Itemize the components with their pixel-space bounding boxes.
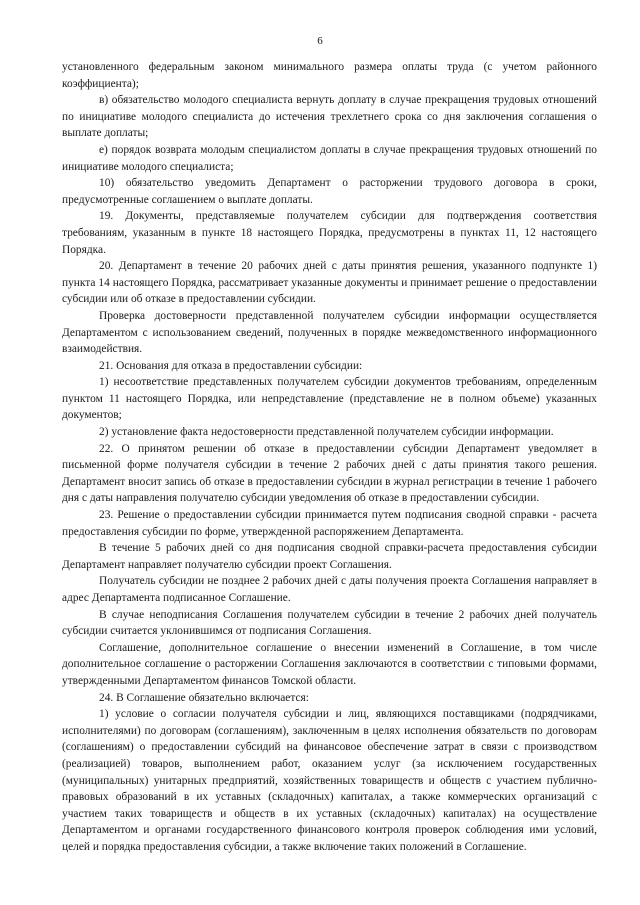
paragraph: 2) установление факта недостоверности представленной получателем субсидии информации.	[99, 426, 554, 439]
paragraph: 20. Департамент в течение 20 рабочих дней с даты принятия решения, указанного подпункте 1) пункта 14 настоящего Порядка, рассматривает указанные документы и принимает решение о предоставлении субсидии или об отказе в предоставлении субсидии.	[62, 260, 597, 306]
paragraph: Проверка достоверности представленной получателем субсидии информации осуществляется Департаментом с использованием сведений, полученных в порядке межведомственного информационного взаимодействия.	[62, 309, 597, 356]
paragraph: 1) условие о согласии получателя субсидии и лиц, являющихся поставщиками (подрядчиками, исполнителями) по договорам (соглашениям), заключенным в целях исполнения обязательств по договорам (соглашениям) о предоставлении субсидий на финансовое обеспечение затрат в связи с производством (реализацией) товаров, выполнением работ, оказанием услуг (за исключением государственных (муниципальных) унитарных предприятий, хозяйственных товариществ и обществ с участием публично-правовых образований в их уставных (складочных) капиталах, а также коммерческих организаций с участием таких товариществ и обществ в их уставных (складочных) капиталах) на осуществление Департаментом и органами государственного финансового контроля проверок соблюдения ими условий, целей и порядка предоставления субсидии, а также включение таких положений в Соглашение.	[62, 708, 597, 853]
paragraph: 24. В Соглашение обязательно включается:	[99, 691, 309, 704]
paragraph: 23. Решение о предоставлении субсидии принимается путем подписания сводной справки - расчета предоставления субсидии по форме, утвержденной распоряжением Департамента.	[62, 509, 597, 538]
paragraph: 22. О принятом решении об отказе в предоставлении субсидии Департамент уведомляет в письменной форме получателя субсидии в течение 2 рабочих дней с даты принятия такого решения. Департамент вносит запись об отказе в предоставлении субсидии в журнал регистрации в течение 1 рабочего дня с даты направления получателю субсидии уведомления об отказе в предоставлении субсидии.	[62, 442, 597, 505]
page-number: 6	[317, 35, 323, 47]
paragraph: е) порядок возврата молодым специалистом доплаты в случае прекращения трудовых отношений по инициативе молодого специалиста;	[62, 143, 597, 173]
paragraph: 19. Документы, представляемые получателем субсидии для подтверждения соответствия требованиям, указанным в пункте 18 настоящего Порядка, предусмотрены в пунктах 11, 12 настоящего Порядка.	[62, 210, 597, 256]
paragraph: установленного федеральным законом минимального размера оплаты труда (с учетом районного коэффициента);	[62, 61, 597, 90]
paragraph: 21. Основания для отказа в предоставлении субсидии:	[99, 359, 363, 372]
document-body	[62, 59, 597, 856]
paragraph: В случае неподписания Соглашения получателем субсидии в течение 2 рабочих дней получатель субсидии считается уклонившимся от подписания Соглашения.	[62, 608, 597, 638]
paragraph: В течение 5 рабочих дней со дня подписания сводной справки-расчета предоставления субсидии Департамент направляет получателю субсидии проект Соглашения.	[62, 542, 597, 571]
paragraph: Получатель субсидии не позднее 2 рабочих дней с даты получения проекта Соглашения направляет в адрес Департамента подписанное Соглашение.	[62, 575, 597, 604]
paragraph: в) обязательство молодого специалиста вернуть доплату в случае прекращения трудовых отношений по инициативе молодого специалиста до истечения трехлетнего срока со дня заключения соглашения о выплате доплаты;	[62, 94, 597, 140]
paragraph: Соглашение, дополнительное соглашение о внесении изменений в Соглашение, в том числе дополнительное соглашение о расторжении Соглашения заключаются в соответствии с типовыми формами, утвержденными Департаментом финансов Томской области.	[62, 641, 597, 687]
paragraph: 1) несоответствие представленных получателем субсидии документов требованиям, определенным пунктом 11 настоящего Порядка, или непредставление (представление не в полном объеме) указанных документов;	[62, 376, 597, 422]
paragraph: 10) обязательство уведомить Департамент о расторжении трудового договора в сроки, предусмотренные соглашением о выплате доплаты.	[62, 177, 597, 206]
